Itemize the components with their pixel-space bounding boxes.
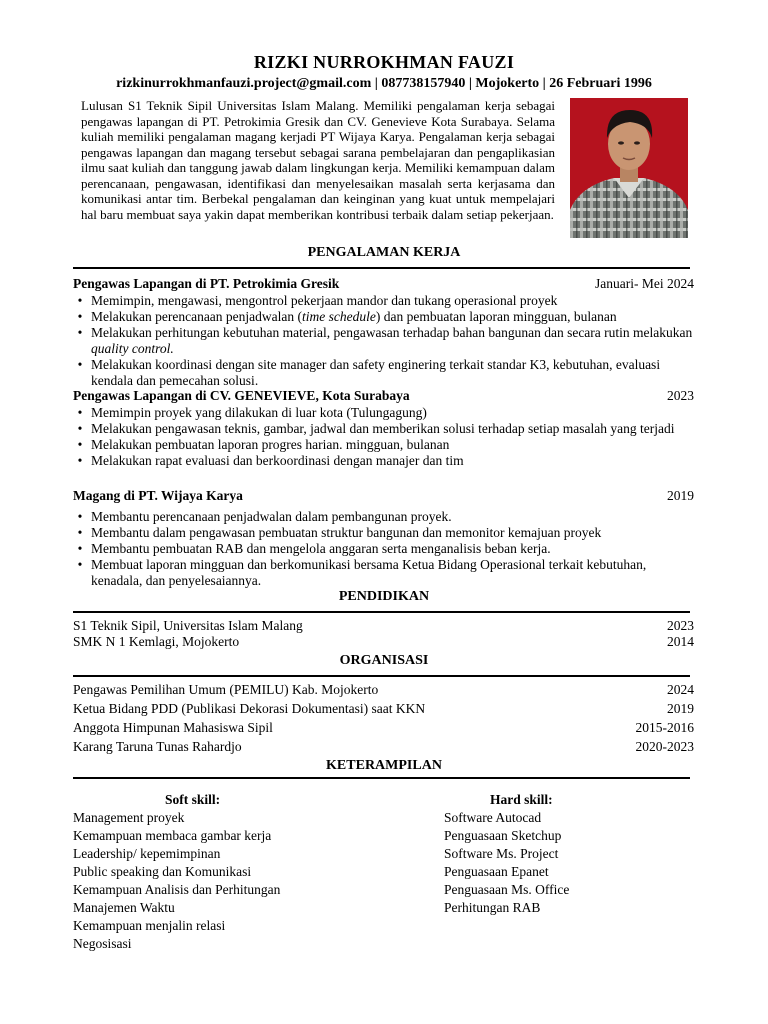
list-item: Management proyek — [73, 810, 185, 825]
list-item: Kemampuan Analisis dan Perhitungan — [73, 882, 281, 897]
school-year: 2014 — [667, 634, 694, 649]
list-item: • Melakukan perhitungan kebutuhan material, pengawasan terhadap bahan bangunan dan secara rutin melakukan quality control. — [73, 325, 694, 357]
job-duties-list — [73, 293, 694, 389]
list-item: • Melakukan rapat evaluasi dan berkoordinasi dengan manajer dan tim — [73, 453, 694, 469]
job-duties-list — [73, 509, 694, 589]
list-item: Public speaking dan Komunikasi — [73, 864, 252, 879]
hard-skills-column — [444, 791, 694, 917]
section-title-skills: KETERAMPILAN — [326, 758, 442, 773]
organization-name: Pengawas Pemilihan Umum (PEMILU) Kab. Mojokerto — [73, 682, 379, 697]
candidate-name: RIZKI NURROKHMAN FAUZI — [253, 52, 515, 72]
bullet-icon: • — [77, 437, 83, 452]
list-item: Negosisasi — [73, 936, 132, 951]
soft-skills-column — [73, 791, 373, 953]
job-title: Pengawas Lapangan di CV. GENEVIEVE, Kota Surabaya — [73, 388, 410, 403]
list-item: Software Ms. Project — [444, 846, 559, 861]
list-item: • Melakukan pembuatan laporan progres harian. mingguan, bulanan — [73, 437, 694, 453]
hard-skills-heading: Hard skill: — [490, 792, 553, 807]
list-item: Leadership/ kepemimpinan — [73, 846, 221, 861]
bullet-icon: • — [77, 309, 83, 324]
job-period: 2019 — [667, 488, 694, 503]
list-item: Kemampuan menjalin relasi — [73, 918, 226, 933]
section-divider — [73, 611, 690, 613]
section-title-education: PENDIDIKAN — [338, 589, 430, 604]
organization-year: 2015-2016 — [635, 720, 694, 735]
section-divider — [73, 675, 690, 677]
list-item: Perhitungan RAB — [444, 900, 541, 915]
organization-year: 2019 — [667, 701, 694, 716]
list-item: Software Autocad — [444, 810, 542, 825]
person-portrait-icon — [570, 98, 688, 238]
list-item: Penguasaan Epanet — [444, 864, 549, 879]
organization-year: 2020-2023 — [635, 739, 694, 754]
list-item: • Memimpin proyek yang dilakukan di luar kota (Tulungagung) — [73, 405, 694, 421]
list-item: • Melakukan pengawasan teknis, gambar, jadwal dan memberikan solusi terhadap setiap masalah yang terjadi — [73, 421, 694, 437]
list-item: • Melakukan koordinasi dengan site manager dan safety enginering terkait standar K3, kebutuhan, evaluasi kendala dan pemecahan solusi. — [73, 357, 694, 389]
organization-year: 2024 — [667, 682, 694, 697]
bullet-icon: • — [77, 541, 83, 556]
section-title-experience: PENGALAMAN KERJA — [307, 245, 461, 260]
list-item: • Membuat laporan mingguan dan berkomunikasi bersama Ketua Bidang Operasional terkait kebutuhan, kenadala, dan penyelesaiannya. — [73, 557, 694, 589]
list-item: • Memimpin, mengawasi, mengontrol pekerjaan mandor dan tukang operasional proyek — [73, 293, 694, 309]
school-name: SMK N 1 Kemlagi, Mojokerto — [73, 634, 240, 649]
job-period: 2023 — [667, 388, 694, 403]
soft-skills-heading: Soft skill: — [165, 792, 221, 807]
list-item: • Membantu dalam pengawasan pembuatan struktur bangunan dan memonitor kemajuan proyek — [73, 525, 694, 541]
list-item: Penguasaan Ms. Office — [444, 882, 570, 897]
bullet-icon: • — [77, 421, 83, 436]
list-item: Penguasaan Sketchup — [444, 828, 562, 843]
bullet-icon: • — [77, 357, 83, 372]
section-divider — [73, 777, 690, 779]
organization-name: Ketua Bidang PDD (Publikasi Dekorasi Dokumentasi) saat KKN — [73, 701, 426, 716]
profile-photo — [570, 98, 688, 238]
job-title: Pengawas Lapangan di PT. Petrokimia Gresik — [73, 276, 340, 291]
section-divider — [73, 267, 690, 269]
bullet-icon: • — [77, 557, 83, 572]
organization-name: Anggota Himpunan Mahasiswa Sipil — [73, 720, 273, 735]
job-duties-list — [73, 405, 694, 469]
list-item: Kemampuan membaca gambar kerja — [73, 828, 272, 843]
organization-name: Karang Taruna Tunas Rahardjo — [73, 739, 242, 754]
bullet-icon: • — [77, 453, 83, 468]
bullet-icon: • — [77, 293, 83, 308]
bullet-icon: • — [77, 525, 83, 540]
list-item: • Membantu perencanaan penjadwalan dalam pembangunan proyek. — [73, 509, 694, 525]
profile-summary: Lulusan S1 Teknik Sipil Universitas Islam Malang. Memiliki pengalaman kerja sebagai pengawas lapangan di PT. Petrokimia Gresik dan CV. Genevieve Kota Surabaya. Selama kuliah memiliki pengalaman magang kerjadi PT Wijaya Karya. Pengalaman kerja sebagai pengawas lapangan dan magang tersebut sebagai sarana pembelajaran dan pengaplikasian ilmu saat kuliah dan tanggung jawab dalam lingkungan kerja. Memiliki kemampuan dalam perencanaan, pengawasan, identifikasi dan menyelesaikan masalah serta kerjasama dan komunikasi antar tim. Berbekal pengalaman dan keinginan yang kuat untuk mempelajari hal baru membuat saya yakin dapat memberikan kontribusi terbaik dalam setiap pekerjaan. — [81, 98, 555, 222]
job-title: Magang di PT. Wijaya Karya — [73, 488, 243, 503]
list-item: • Melakukan perencanaan penjadwalan (time schedule) dan pembuatan laporan mingguan, bulanan — [73, 309, 694, 325]
contact-line: rizkinurrokhmanfauzi.project@gmail.com | 087738157940 | Mojokerto | 26 Februari 1996 — [116, 76, 652, 91]
job-period: Januari- Mei 2024 — [595, 276, 694, 291]
bullet-icon: • — [77, 325, 83, 340]
school-name: S1 Teknik Sipil, Universitas Islam Malang — [73, 618, 303, 633]
list-item: Manajemen Waktu — [73, 900, 175, 915]
bullet-icon: • — [77, 405, 83, 420]
school-year: 2023 — [667, 618, 694, 633]
section-title-organization: ORGANISASI — [339, 653, 429, 668]
list-item: • Membantu pembuatan RAB dan mengelola anggaran serta menganalisis beban kerja. — [73, 541, 694, 557]
bullet-icon: • — [77, 509, 83, 524]
